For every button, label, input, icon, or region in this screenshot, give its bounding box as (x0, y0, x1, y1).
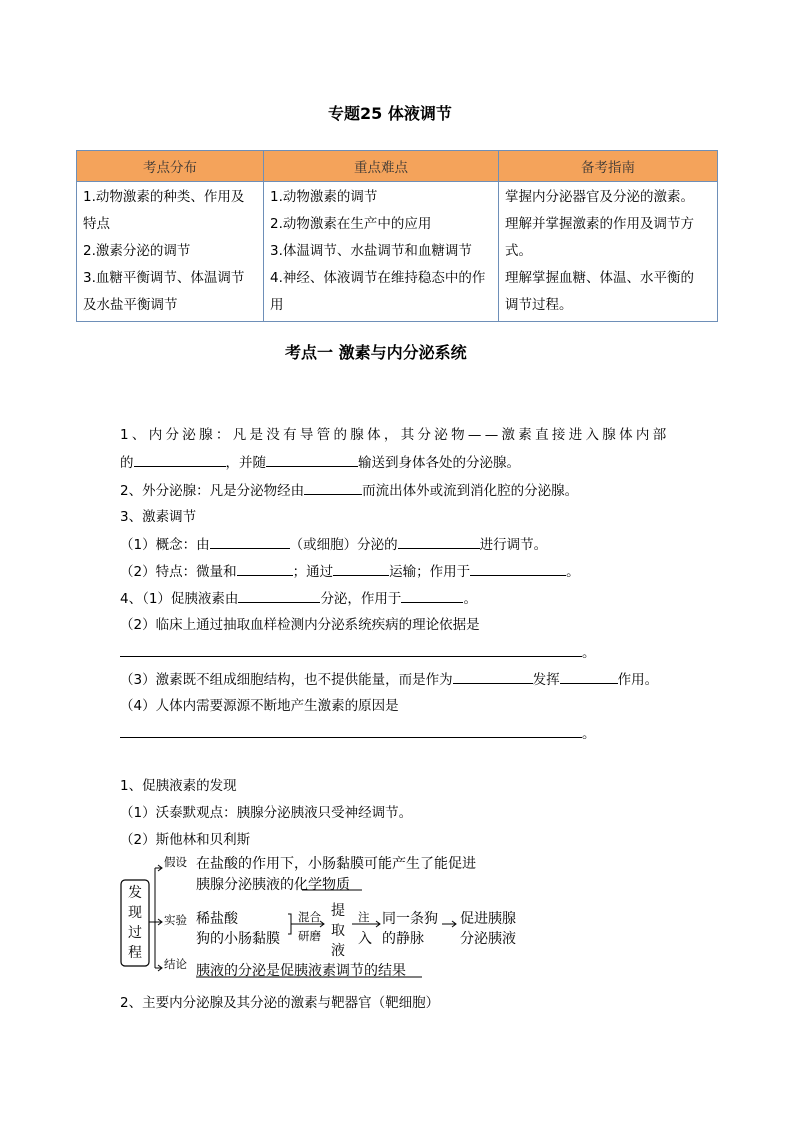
line-3: 3、激素调节 (120, 509, 197, 525)
conclusion-text: 胰液的分泌是促胰液素调节的结果 (196, 963, 406, 979)
answer-blank[interactable] (266, 452, 358, 467)
cell-line: 1.动物激素的调节 (270, 189, 378, 205)
cell-line: 3.体温调节、水盐调节和血糖调节 (270, 243, 472, 259)
line-9 (120, 669, 658, 690)
text: 分泌，作用于 (320, 591, 402, 607)
cell-line: 2.动物激素在生产中的应用 (270, 216, 432, 232)
experiment-input-2: 狗的小肠黏膜 (196, 931, 280, 947)
text: 。 (463, 591, 477, 607)
cell-line: 理解掌握血糖、体温、水平衡的 (505, 270, 694, 286)
answer-blank[interactable] (120, 642, 582, 657)
conclusion-label: 结论 (164, 957, 187, 971)
text: 。 (582, 645, 596, 661)
cell-line: 2.激素分泌的调节 (83, 243, 191, 259)
text: （1）概念：由 (120, 537, 210, 553)
line-5 (120, 561, 580, 582)
cell-line: 调节过程。 (505, 297, 573, 313)
answer-blank[interactable] (238, 588, 320, 603)
answer-blank[interactable] (470, 561, 566, 576)
experiment-label: 实验 (164, 913, 187, 927)
cell-line: 1.动物激素的种类、作用及 (83, 189, 245, 205)
line-1b (120, 452, 520, 473)
para-2: （1）沃泰默观点：胰腺分泌胰液只受神经调节。 (120, 805, 413, 821)
result-line-2: 分泌胰液 (460, 931, 516, 947)
box-char: 现 (128, 905, 142, 921)
text: ，并随 (225, 455, 266, 471)
line-10: （4）人体内需要源源不断地产生激素的原因是 (120, 698, 399, 714)
text: 的 (120, 455, 134, 471)
cell-line: 式。 (505, 243, 532, 259)
answer-blank[interactable] (134, 452, 226, 467)
header-kaodian: 考点分布 (77, 151, 264, 182)
answer-blank[interactable] (401, 588, 463, 603)
para-3: （2）斯他林和贝利斯 (120, 832, 251, 848)
extract-char: 取 (331, 923, 345, 939)
mix-label: 混合 (298, 910, 321, 924)
experiment-input-1: 稀盐酸 (196, 911, 238, 927)
text: 。 (582, 726, 596, 742)
cell-kaodian (77, 182, 264, 322)
extract-char: 提 (331, 903, 345, 919)
text: 作用。 (617, 672, 659, 688)
hypothesis-line-1: 在盐酸的作用下，小肠黏膜可能产生了能促进 (196, 856, 476, 872)
line-11 (120, 723, 596, 744)
answer-blank[interactable] (333, 561, 389, 576)
vein-line-2: 的静脉 (382, 931, 424, 947)
header-zhongdian: 重点难点 (264, 151, 499, 182)
hypothesis-label: 假设 (164, 855, 187, 869)
box-char: 程 (128, 945, 142, 961)
text: （3）激素既不组成细胞结构，也不提供能量，而是作为 (120, 672, 453, 688)
inject-char: 注 (358, 910, 370, 924)
table-row (77, 182, 718, 322)
answer-blank[interactable] (560, 669, 618, 684)
para-4: 2、主要内分泌腺及其分泌的激素与靶器官（靶细胞） (120, 995, 440, 1011)
hypothesis-line-2: 胰腺分泌胰液的化学物质 (196, 877, 350, 893)
line-2 (120, 480, 578, 501)
table-header-row (77, 151, 718, 182)
text: ；通过 (292, 564, 334, 580)
cell-zhongdian (264, 182, 499, 322)
vein-line-1: 同一条狗 (382, 911, 438, 927)
line-7: （2）临床上通过抽取血样检测内分泌系统疾病的理论依据是 (120, 617, 480, 633)
answer-blank[interactable] (237, 561, 293, 576)
exam-guide-table (76, 150, 718, 322)
cell-line: 4.神经、体液调节在维持稳态中的作 (270, 270, 486, 286)
discovery-diagram (118, 852, 538, 982)
box-char: 过 (128, 925, 142, 941)
cell-line: 特点 (83, 216, 110, 232)
line-1a: 1、内分泌腺：凡是没有导管的腺体，其分泌物——激素直接进入腺体内部 (120, 427, 670, 443)
line-6 (120, 588, 477, 609)
extract-char: 液 (331, 943, 345, 959)
text: 发挥 (532, 672, 560, 688)
answer-blank[interactable] (210, 534, 290, 549)
inject-char: 入 (358, 931, 372, 947)
text: 输送到身体各处的分泌腺。 (358, 455, 520, 471)
cell-line: 3.血糖平衡调节、体温调节 (83, 270, 245, 286)
cell-line: 用 (270, 297, 284, 313)
text: 4、（1）促胰液素由 (120, 591, 239, 607)
line-4 (120, 534, 547, 555)
answer-blank[interactable] (304, 480, 362, 495)
line-8 (120, 642, 596, 663)
box-char: 发 (128, 885, 142, 901)
answer-blank[interactable] (453, 669, 533, 684)
page-title: 专题25 体液调节 (328, 104, 452, 123)
section-heading: 考点一 激素与内分泌系统 (285, 343, 467, 362)
grind-label: 研磨 (298, 929, 321, 943)
answer-blank[interactable] (120, 723, 582, 738)
result-line-1: 促进胰腺 (460, 911, 516, 927)
text: （2）特点：微量和 (120, 564, 237, 580)
cell-line: 理解并掌握激素的作用及调节方 (505, 216, 694, 232)
text: 。 (566, 564, 580, 580)
text: 进行调节。 (479, 537, 548, 553)
para-1: 1、促胰液素的发现 (120, 778, 237, 794)
header-beikao: 备考指南 (499, 151, 718, 182)
cell-line: 掌握内分泌器官及分泌的激素。 (505, 189, 694, 205)
text: 运输；作用于 (389, 564, 471, 580)
cell-line: 及水盐平衡调节 (83, 297, 178, 313)
cell-beikao (499, 182, 718, 322)
text: 而流出体外或流到消化腔的分泌腺。 (362, 483, 579, 499)
text: 2、外分泌腺：凡是分泌物经由 (120, 483, 305, 499)
answer-blank[interactable] (398, 534, 480, 549)
text: （或细胞）分泌的 (289, 537, 398, 553)
